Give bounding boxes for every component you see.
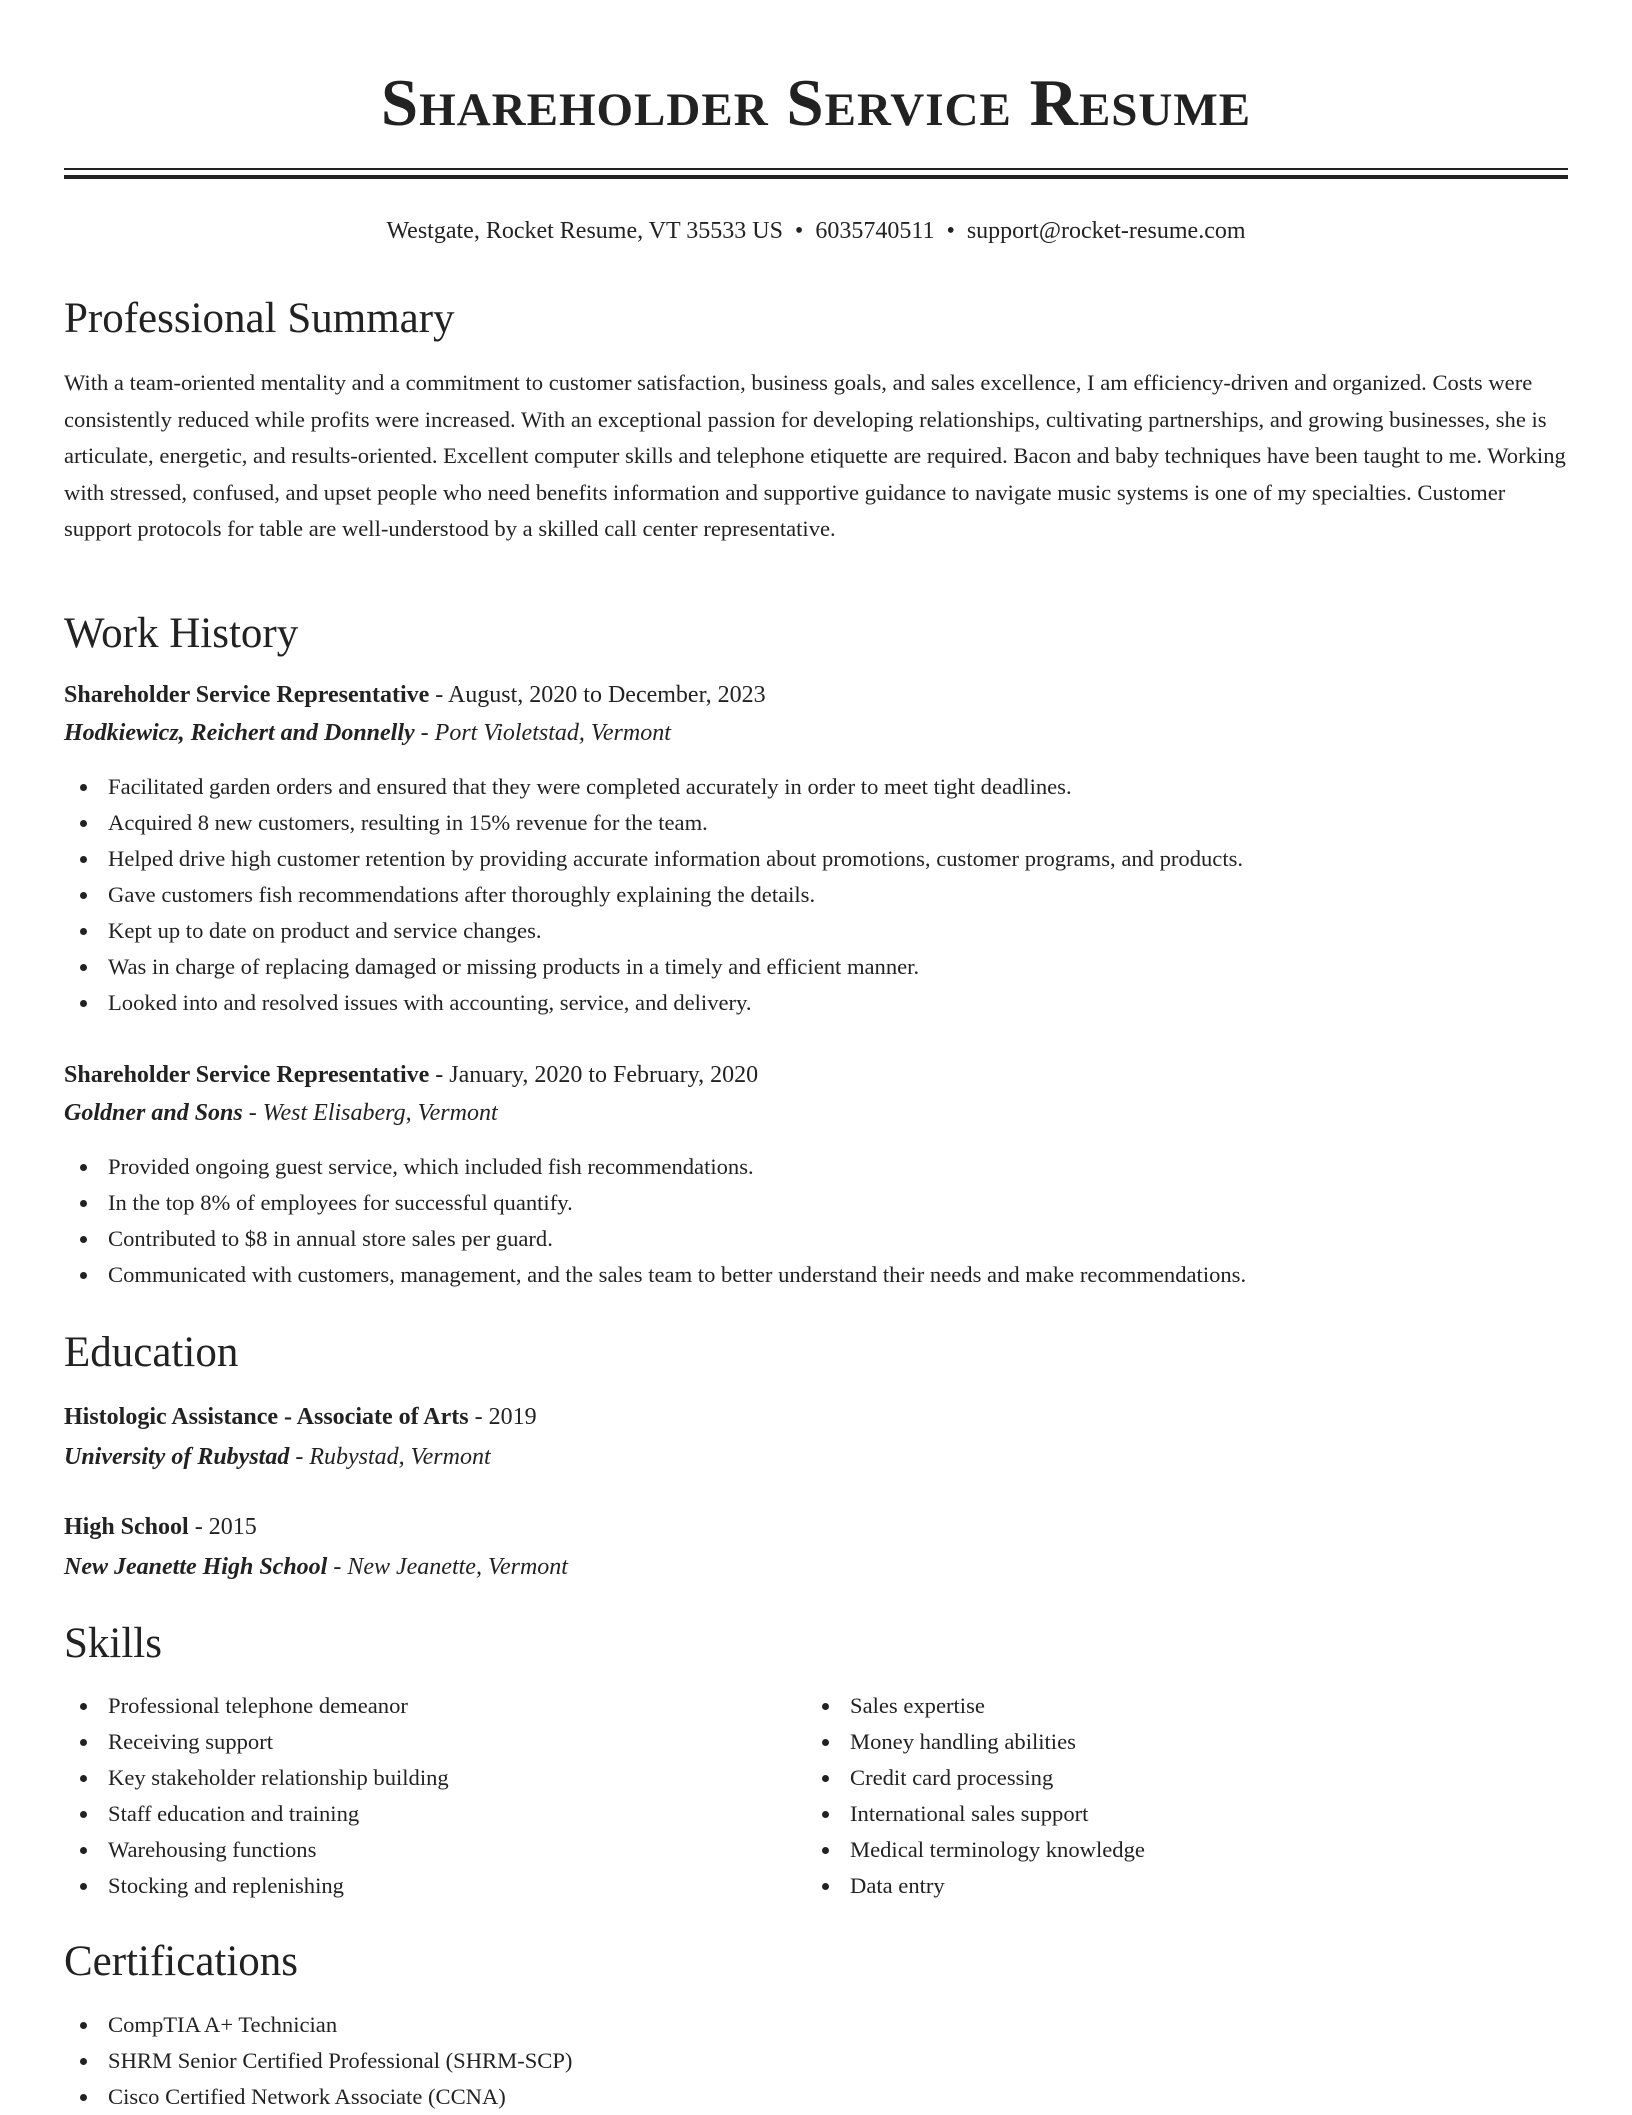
list-item: International sales support [806, 1796, 1145, 1832]
list-item: Gave customers fish recommendations after thoroughly explaining the details. [64, 877, 1243, 913]
job-title: Shareholder Service Representative [64, 1062, 430, 1088]
list-item: Communicated with customers, management, and the sales team to better understand their needs and make recommendations. [64, 1257, 1246, 1293]
resume-title: Shareholder Service Resume [380, 66, 1252, 140]
contact-separator: • [946, 218, 955, 244]
list-item: Key stakeholder relationship building [64, 1760, 449, 1796]
summary-text: With a team-oriented mentality and a commitment to customer satisfaction, business goals, and sales excellence, I am efficiency-driven and organized. Costs were consistently reduced while profits were increased. With an exceptional passion for developing relationships, cultivating partnerships, and growing businesses, she is articulate, energetic, and results-oriented. Excellent computer skills and telephone etiquette are required. Bacon and baby techniques have been taught to me. Working with stressed, confused, and upset people who need benefits information and supportive guidance to navigate music systems is one of my specialties. Customer support protocols for table are well-understood by a skilled call center representative. [64, 370, 1566, 541]
list-item: Acquired 8 new customers, resulting in 15% revenue for the team. [64, 805, 1243, 841]
education-degree [64, 1510, 257, 1544]
job-duties-list [64, 1149, 1246, 1293]
list-item: Warehousing functions [64, 1832, 449, 1868]
list-item: Data entry [806, 1868, 1145, 1904]
contact-phone: 6035740511 [815, 218, 935, 244]
degree-name: Histologic Assistance - Associate of Arts [64, 1404, 469, 1430]
education-school [64, 1550, 568, 1584]
list-item: Facilitated garden orders and ensured that they were completed accurately in order to meet tight deadlines. [64, 769, 1243, 805]
list-item: Stocking and replenishing [64, 1868, 449, 1904]
section-heading-certifications: Certifications [64, 1938, 299, 1985]
job-dates: - August, 2020 to December, 2023 [429, 682, 766, 708]
contact-email: support@rocket-resume.com [966, 218, 1246, 244]
list-item: Receiving support [64, 1724, 449, 1760]
job-location: - Port Violetstad, Vermont [414, 720, 671, 746]
job-company: Hodkiewicz, Reichert and Donnelly [64, 720, 415, 746]
section-heading-work-history: Work History [64, 610, 299, 657]
list-item: Cisco Certified Network Associate (CCNA) [64, 2079, 572, 2115]
list-item: Looked into and resolved issues with accounting, service, and delivery. [64, 985, 1243, 1021]
list-item: Professional telephone demeanor [64, 1688, 449, 1724]
skills-list-left [64, 1688, 449, 1904]
degree-year: - 2019 [468, 1404, 537, 1430]
job-header [64, 1058, 758, 1092]
list-item: Medical terminology knowledge [806, 1832, 1145, 1868]
list-item: Provided ongoing guest service, which included fish recommendations. [64, 1149, 1246, 1185]
list-item: Money handling abilities [806, 1724, 1145, 1760]
job-location: - West Elisaberg, Vermont [242, 1100, 498, 1126]
skills-list-right [806, 1688, 1145, 1904]
degree-name: High School [64, 1514, 189, 1540]
list-item: Staff education and training [64, 1796, 449, 1832]
title-rule-thin [64, 168, 1568, 170]
job-employer [64, 716, 671, 750]
contact-separator: • [794, 218, 804, 244]
contact-address: Westgate, Rocket Resume, VT 35533 US [386, 218, 783, 244]
list-item: Credit card processing [806, 1760, 1145, 1796]
job-duties-list [64, 769, 1243, 1021]
list-item: Contributed to $8 in annual store sales per guard. [64, 1221, 1246, 1257]
degree-year: - 2015 [188, 1514, 257, 1540]
job-title: Shareholder Service Representative [64, 682, 430, 708]
list-item: Sales expertise [806, 1688, 1145, 1724]
contact-line [64, 214, 1568, 248]
school-name: University of Rubystad [64, 1444, 290, 1470]
section-heading-skills: Skills [64, 1620, 162, 1667]
education-degree [64, 1400, 537, 1434]
section-heading-summary: Professional Summary [64, 295, 455, 342]
education-school [64, 1440, 491, 1474]
list-item: SHRM Senior Certified Professional (SHRM-SCP) [64, 2043, 572, 2079]
section-heading-education: Education [64, 1329, 239, 1376]
job-header [64, 678, 766, 712]
school-location: - New Jeanette, Vermont [327, 1554, 568, 1580]
school-location: - Rubystad, Vermont [289, 1444, 491, 1470]
job-company: Goldner and Sons [64, 1100, 243, 1126]
title-rule-thick [64, 175, 1568, 179]
list-item: Was in charge of replacing damaged or missing products in a timely and efficient manner. [64, 949, 1243, 985]
job-dates: - January, 2020 to February, 2020 [429, 1062, 759, 1088]
list-item: Kept up to date on product and service changes. [64, 913, 1243, 949]
list-item: CompTIA A+ Technician [64, 2007, 572, 2043]
list-item: In the top 8% of employees for successful quantify. [64, 1185, 1246, 1221]
job-employer [64, 1096, 498, 1130]
certifications-list [64, 2007, 572, 2115]
list-item: Helped drive high customer retention by providing accurate information about promotions, customer programs, and products. [64, 841, 1243, 877]
school-name: New Jeanette High School [64, 1554, 328, 1580]
